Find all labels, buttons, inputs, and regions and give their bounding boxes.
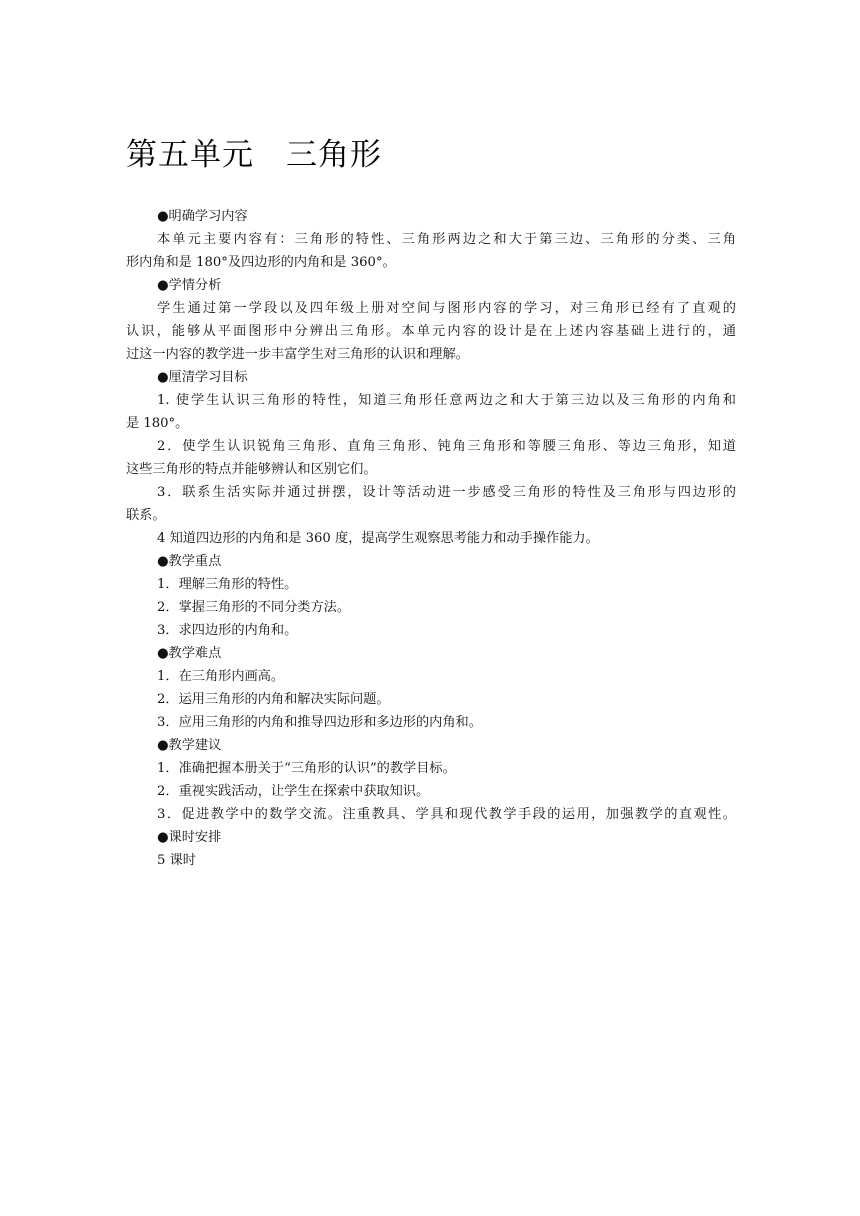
body-line: 3．求四边形的内角和。: [157, 623, 298, 638]
body-line: 5 课时: [157, 853, 196, 868]
body-line: 1．在三角形内画高。: [157, 669, 285, 684]
document-body: [126, 205, 736, 872]
section-heading: ●学情分析: [157, 278, 222, 293]
body-line: 3．应用三角形的内角和推导四边形和多边形的内角和。: [157, 715, 482, 730]
body-line: 3．联系生活实际并通过拼摆，设计等活动进一步感受三角形的特性及三角形与四边形的: [157, 485, 736, 500]
body-line: 1. 使学生认识三角形的特性，知道三角形任意两边之和大于第三边以及三角形的内角和: [157, 393, 736, 408]
body-line: 4 知道四边形的内角和是 360 度，提高学生观察思考能力和动手操作能力。: [157, 531, 599, 546]
body-line: 1．准确把握本册关于“三角形的认识”的教学目标。: [157, 761, 456, 776]
body-line: 形内角和是 180°及四边形的内角和是 360°。: [126, 255, 396, 270]
body-line: 2．掌握三角形的不同分类方法。: [157, 600, 351, 615]
section-heading: ●明确学习内容: [157, 209, 248, 224]
body-line: 联系。: [126, 508, 166, 523]
body-line: 认识，能够从平面图形中分辨出三角形。本单元内容的设计是在上述内容基础上进行的，通: [126, 324, 736, 339]
section-heading: ●厘清学习目标: [157, 370, 248, 385]
section-heading: ●教学难点: [157, 646, 222, 661]
body-line: 2．运用三角形的内角和解决实际问题。: [157, 692, 390, 707]
body-line: 2．重视实践活动，让学生在探索中获取知识。: [157, 784, 430, 799]
body-line: 学生通过第一学段以及四年级上册对空间与图形内容的学习，对三角形已经有了直观的: [157, 301, 736, 316]
body-line: 1．理解三角形的特性。: [157, 577, 298, 592]
body-line: 2．使学生认识锐角三角形、直角三角形、钝角三角形和等腰三角形、等边三角形，知道: [157, 439, 736, 454]
body-line: 是 180°。: [126, 416, 189, 431]
body-line: 过这一内容的教学进一步丰富学生对三角形的认识和理解。: [126, 347, 469, 362]
section-heading: ●教学建议: [157, 738, 222, 753]
body-line: 本单元主要内容有：三角形的特性、三角形两边之和大于第三边、三角形的分类、三角: [157, 232, 736, 247]
unit-title: 第五单元 三角形: [126, 137, 382, 173]
body-line: 这些三角形的特点并能够辨认和区别它们。: [126, 462, 377, 477]
section-heading: ●课时安排: [157, 830, 222, 845]
body-line: 3．促进教学中的数学交流。注重教具、学具和现代教学手段的运用，加强教学的直观性。: [157, 807, 736, 822]
section-heading: ●教学重点: [157, 554, 222, 569]
